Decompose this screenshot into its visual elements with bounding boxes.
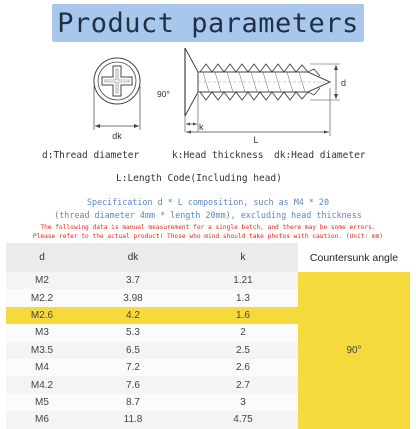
l-label: L — [253, 135, 259, 144]
title-banner — [52, 4, 364, 42]
header-countersunk-angle: Countersunk angle — [298, 243, 410, 272]
cell-countersunk-angle: 90° — [298, 272, 410, 429]
cell-dk: 7.6 — [78, 376, 188, 393]
screw-head-top-view — [94, 58, 140, 104]
spec-table — [6, 243, 410, 429]
cell-k: 2.7 — [188, 376, 298, 393]
k-dimension — [185, 94, 204, 132]
d-label: d — [341, 78, 347, 88]
legend-k: k:Head thickness — [172, 150, 264, 161]
header-d: d — [6, 243, 78, 272]
cell-dk: 6.5 — [78, 342, 188, 359]
dk-label: dk — [112, 131, 122, 141]
cell-d: M4.2 — [6, 376, 78, 393]
legend-l: L:Length Code(Including head) — [116, 173, 282, 184]
cell-d: M2 — [6, 272, 78, 289]
cell-dk: 5.3 — [78, 324, 188, 341]
cell-k: 2.6 — [188, 359, 298, 376]
header-k: k — [188, 243, 298, 272]
cell-k: 2.5 — [188, 342, 298, 359]
k-label: k — [199, 122, 204, 132]
cell-d: M5 — [6, 394, 78, 411]
cell-dk: 4.2 — [78, 307, 188, 324]
legend-d: d:Thread diameter — [42, 150, 140, 161]
cell-k: 4.75 — [188, 411, 298, 428]
cell-d: M2.6 — [6, 307, 78, 324]
l-dimension — [186, 88, 330, 144]
cell-d: M2.2 — [6, 289, 78, 306]
table-row — [6, 272, 410, 289]
legend-dk: dk:Head diameter — [274, 150, 366, 161]
cell-dk: 11.8 — [78, 411, 188, 428]
note-line-2: Please refer to the actual product! Those who mind should take photos with caution. (Unit: mm) — [32, 233, 384, 240]
dk-dimension — [94, 86, 140, 141]
cell-dk: 3.7 — [78, 272, 188, 289]
cell-k: 1.6 — [188, 307, 298, 324]
screw-side-view — [157, 48, 330, 116]
note-line-1: The following data is manual measurement for a single batch, and there may be some errors. — [40, 224, 376, 231]
cell-d: M4 — [6, 359, 78, 376]
spec-line-2: (thread diameter 4mm * length 20mm), excluding head thickness — [54, 210, 362, 220]
cell-dk: 7.2 — [78, 359, 188, 376]
screw-diagram — [0, 44, 416, 144]
spec-line-1: Specification d * L composition, such as M4 * 20 — [86, 197, 330, 207]
cell-dk: 3.98 — [78, 289, 188, 306]
angle-label: 90° — [157, 89, 170, 99]
cell-d: M6 — [6, 411, 78, 428]
cell-k: 1.3 — [188, 289, 298, 306]
page-title: Product parameters — [57, 7, 359, 39]
cell-k: 1.21 — [188, 272, 298, 289]
cell-d: M3.5 — [6, 342, 78, 359]
header-dk: dk — [78, 243, 188, 272]
cell-k: 3 — [188, 394, 298, 411]
cell-k: 2 — [188, 324, 298, 341]
cell-d: M3 — [6, 324, 78, 341]
table-header-row — [6, 243, 410, 272]
cell-dk: 8.7 — [78, 394, 188, 411]
